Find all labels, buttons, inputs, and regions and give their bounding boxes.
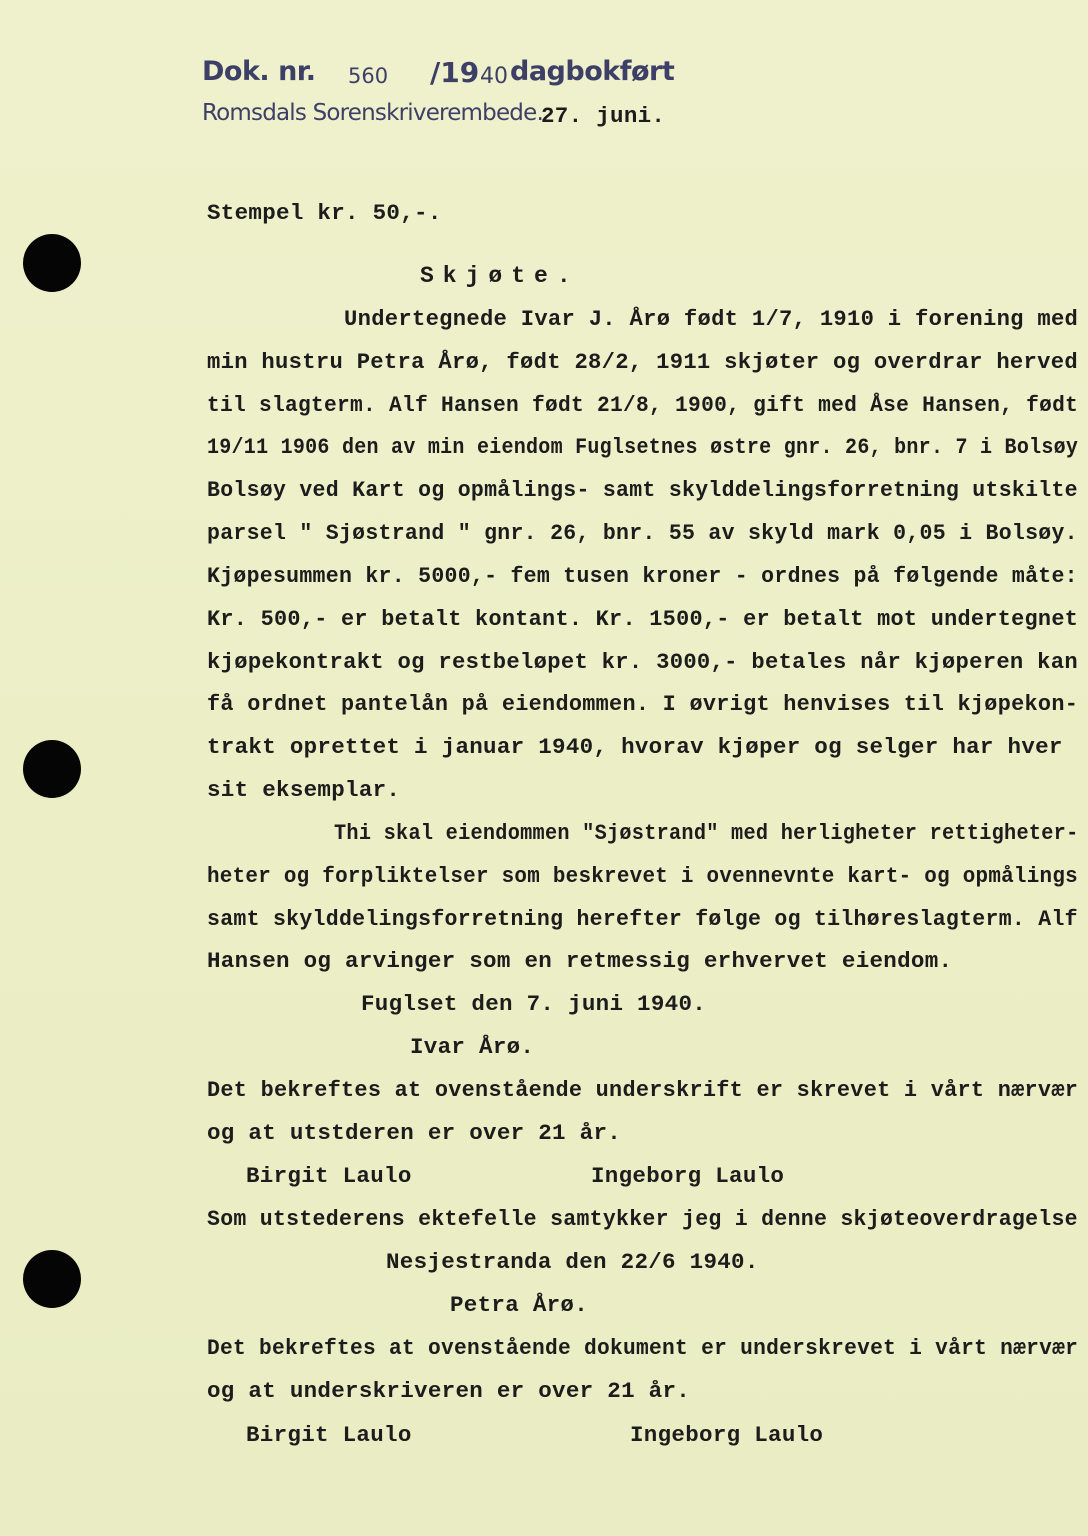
year-prefix: /19 [430, 56, 480, 89]
body-line: sit eksemplar. [207, 777, 401, 803]
stamp-date: 27. juni. [541, 103, 666, 129]
witness-birgit: Birgit Laulo [246, 1422, 412, 1448]
place-date-line: Fuglset den 7. juni 1940. [361, 991, 707, 1017]
punch-hole-top [23, 234, 81, 292]
body-line: Bolsøy ved Kart og opmålings- samt skylddelingsforretning utskilte [207, 477, 1078, 503]
body-line: 19/11 1906 den av min eiendom Fuglsetnes østre gnr. 26, bnr. 7 i Bolsøy [207, 434, 1079, 460]
body-line: Som utstederens ektefelle samtykker jeg i denne skjøteoverdragelse [207, 1206, 1078, 1232]
body-line: Thi skal eiendommen "Sjøstrand" med herligheter rettigheter- [334, 820, 1079, 846]
signature-ivar: Ivar Årø. [410, 1034, 535, 1060]
body-line: trakt oprettet i januar 1940, hvorav kjøper og selger har hver [207, 734, 1063, 760]
punch-hole-bottom [23, 1250, 81, 1308]
body-line: Kjøpesummen kr. 5000,- fem tusen kroner - ordnes på følgende måte: [207, 563, 1078, 589]
body-line: samt skylddelingsforretning herefter følge og tilhøreslagterm. Alf [207, 906, 1078, 932]
body-line: kjøpekontrakt og restbeløpet kr. 3000,- betales når kjøperen kan [207, 649, 1078, 675]
body-line: Det bekreftes at ovenstående dokument er underskrevet i vårt nærvær [207, 1335, 1079, 1361]
body-line: parsel " Sjøstrand " gnr. 26, bnr. 55 av skyld mark 0,05 i Bolsøy. [207, 520, 1078, 546]
place-date-line: Nesjestranda den 22/6 1940. [386, 1249, 759, 1275]
witness-ingeborg: Ingeborg Laulo [630, 1422, 824, 1448]
year-suffix: 40 [480, 64, 508, 89]
dagbokfort-label: dagbokført [510, 56, 675, 87]
dok-label: Dok. nr. [202, 56, 316, 87]
witness-birgit: Birgit Laulo [246, 1163, 412, 1189]
body-line: og at underskriveren er over 21 år. [207, 1378, 691, 1404]
body-line: min hustru Petra Årø, født 28/2, 1911 skjøter og overdrar herved [207, 349, 1078, 375]
body-line: få ordnet pantelån på eiendommen. I øvrigt henvises til kjøpekon- [207, 691, 1079, 717]
body-line: til slagterm. Alf Hansen født 21/8, 1900, gift med Åse Hansen, født [207, 392, 1079, 418]
punch-hole-middle [23, 740, 81, 798]
body-line: Kr. 500,- er betalt kontant. Kr. 1500,- er betalt mot undertegnet [207, 606, 1079, 632]
office-name: Romsdals Sorenskriverembede. [202, 100, 543, 126]
stempel-fee: Stempel kr. 50,-. [207, 200, 442, 226]
body-line: Det bekreftes at ovenstående underskrift er skrevet i vårt nærvær [207, 1077, 1079, 1103]
body-line: Hansen og arvinger som en retmessig erhvervet eiendom. [207, 948, 953, 974]
body-line: heter og forpliktelser som beskrevet i ovennevnte kart- og opmålings [207, 863, 1078, 889]
signature-petra: Petra Årø. [450, 1292, 589, 1318]
dok-number: 560 [348, 64, 389, 88]
witness-ingeborg: Ingeborg Laulo [591, 1163, 785, 1189]
body-line: og at utstderen er over 21 år. [207, 1120, 622, 1146]
body-line: Undertegnede Ivar J. Årø født 1/7, 1910 i forening med [344, 306, 1079, 332]
document-title: Skjøte. [420, 263, 580, 289]
